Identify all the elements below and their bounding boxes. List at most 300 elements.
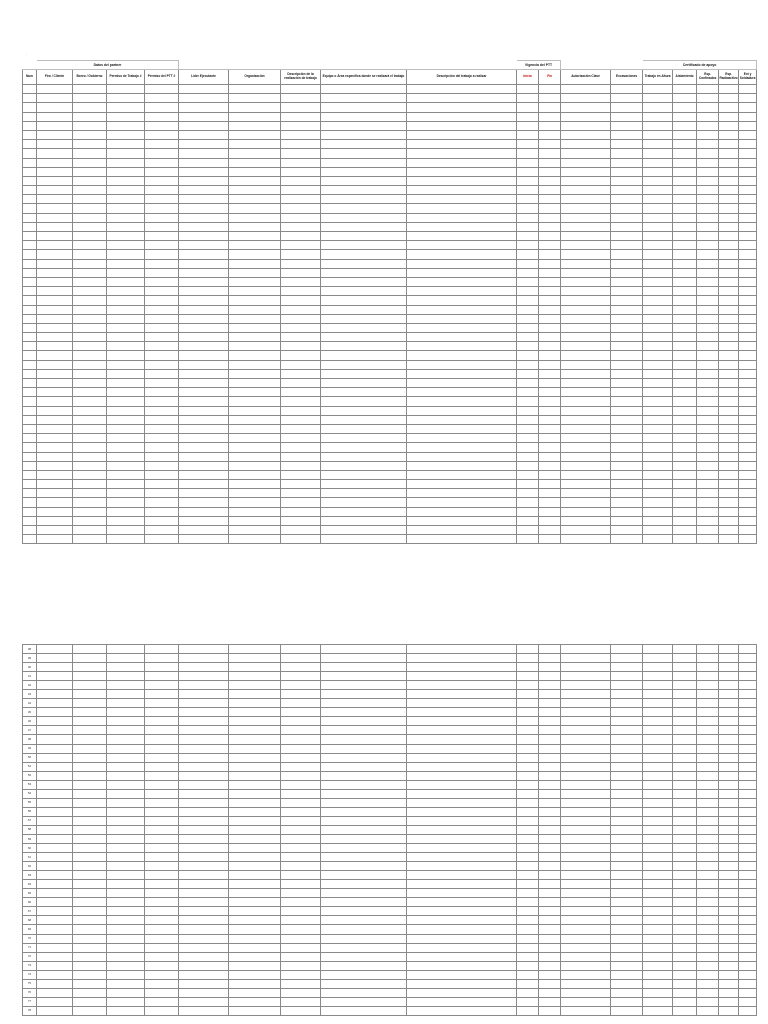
table-cell bbox=[37, 351, 73, 360]
table-cell bbox=[145, 167, 179, 176]
column-header: Ext y Soldadura bbox=[739, 70, 757, 85]
table-cell bbox=[739, 961, 757, 970]
table-row bbox=[23, 907, 757, 916]
table-cell bbox=[107, 351, 145, 360]
table-cell bbox=[697, 952, 719, 961]
table-cell bbox=[407, 762, 517, 771]
table-cell bbox=[107, 535, 145, 544]
table-cell bbox=[107, 663, 145, 672]
table-cell bbox=[37, 342, 73, 351]
table-cell bbox=[673, 726, 697, 735]
table-cell bbox=[643, 342, 673, 351]
table-cell bbox=[697, 406, 719, 415]
table-cell bbox=[179, 898, 229, 907]
table-cell bbox=[229, 158, 281, 167]
table-cell bbox=[407, 979, 517, 988]
table-cell bbox=[107, 323, 145, 332]
table-cell bbox=[697, 452, 719, 461]
table-cell bbox=[23, 241, 37, 250]
table-cell bbox=[321, 314, 407, 323]
table-cell bbox=[229, 259, 281, 268]
table-cell bbox=[673, 158, 697, 167]
table-cell bbox=[719, 526, 739, 535]
table-cell bbox=[179, 1006, 229, 1015]
table-cell bbox=[321, 241, 407, 250]
table-cell bbox=[611, 1006, 643, 1015]
table-cell bbox=[407, 277, 517, 286]
table-cell bbox=[697, 526, 719, 535]
table-cell bbox=[229, 880, 281, 889]
table-cell bbox=[281, 645, 321, 654]
table-cell bbox=[281, 379, 321, 388]
table-cell bbox=[145, 789, 179, 798]
table-cell bbox=[673, 323, 697, 332]
table-cell bbox=[739, 699, 757, 708]
table-cell bbox=[673, 406, 697, 415]
table-cell bbox=[281, 443, 321, 452]
table-cell bbox=[739, 489, 757, 498]
table-cell bbox=[407, 898, 517, 907]
table-cell bbox=[611, 663, 643, 672]
table-cell bbox=[643, 807, 673, 816]
table-cell bbox=[229, 871, 281, 880]
table-cell bbox=[73, 735, 107, 744]
table-cell bbox=[539, 186, 561, 195]
table-row bbox=[23, 149, 757, 158]
table-cell bbox=[673, 305, 697, 314]
table-cell bbox=[611, 186, 643, 195]
table-row bbox=[23, 717, 757, 726]
table-cell bbox=[281, 880, 321, 889]
table-cell bbox=[697, 241, 719, 250]
table-cell bbox=[145, 862, 179, 871]
table-cell bbox=[73, 342, 107, 351]
table-cell bbox=[145, 333, 179, 342]
table-cell bbox=[321, 489, 407, 498]
table-cell bbox=[673, 844, 697, 853]
table-cell bbox=[539, 988, 561, 997]
table-cell bbox=[611, 898, 643, 907]
row-number: 53 bbox=[23, 780, 37, 789]
table-cell bbox=[673, 140, 697, 149]
table-cell bbox=[145, 369, 179, 378]
table-cell bbox=[107, 771, 145, 780]
table-cell bbox=[611, 379, 643, 388]
table-cell bbox=[37, 397, 73, 406]
table-cell bbox=[179, 771, 229, 780]
table-cell bbox=[179, 690, 229, 699]
table-cell bbox=[673, 952, 697, 961]
table-cell bbox=[719, 140, 739, 149]
table-cell bbox=[407, 925, 517, 934]
table-cell bbox=[145, 452, 179, 461]
table-cell bbox=[281, 862, 321, 871]
table-cell bbox=[719, 934, 739, 943]
table-cell bbox=[539, 1006, 561, 1015]
table-cell bbox=[107, 690, 145, 699]
table-cell bbox=[561, 961, 611, 970]
table-cell bbox=[37, 204, 73, 213]
table-cell bbox=[23, 489, 37, 498]
table-cell bbox=[145, 535, 179, 544]
table-cell bbox=[179, 470, 229, 479]
table-cell bbox=[517, 789, 539, 798]
table-cell bbox=[673, 654, 697, 663]
table-cell bbox=[281, 771, 321, 780]
table-cell bbox=[407, 889, 517, 898]
table-row bbox=[23, 526, 757, 535]
row-number: 38 bbox=[23, 645, 37, 654]
table-cell bbox=[739, 898, 757, 907]
table-cell bbox=[517, 663, 539, 672]
table-cell bbox=[643, 186, 673, 195]
table-cell bbox=[37, 259, 73, 268]
table-cell bbox=[281, 789, 321, 798]
table-cell bbox=[407, 213, 517, 222]
table-cell bbox=[643, 112, 673, 121]
table-cell bbox=[179, 862, 229, 871]
table-cell bbox=[321, 342, 407, 351]
table-cell bbox=[179, 516, 229, 525]
table-cell bbox=[179, 480, 229, 489]
table-cell bbox=[229, 167, 281, 176]
table-cell bbox=[697, 771, 719, 780]
table-cell bbox=[643, 943, 673, 952]
table-cell bbox=[611, 434, 643, 443]
table-cell bbox=[719, 443, 739, 452]
table-cell bbox=[321, 862, 407, 871]
table-cell bbox=[321, 943, 407, 952]
column-header: Permiso del PTT # bbox=[145, 70, 179, 85]
table-cell bbox=[561, 369, 611, 378]
table-cell bbox=[517, 268, 539, 277]
table-cell bbox=[697, 360, 719, 369]
table-cell bbox=[107, 94, 145, 103]
table-cell bbox=[73, 726, 107, 735]
table-cell bbox=[561, 753, 611, 762]
table-cell bbox=[561, 195, 611, 204]
table-cell bbox=[673, 397, 697, 406]
table-cell bbox=[539, 825, 561, 834]
column-header: Equipo o Área específica donde se realizará el trabajo bbox=[321, 70, 407, 85]
table-cell bbox=[739, 415, 757, 424]
table-cell bbox=[23, 277, 37, 286]
table-row bbox=[23, 351, 757, 360]
table-body bbox=[23, 85, 757, 544]
table-cell bbox=[673, 672, 697, 681]
table-cell bbox=[37, 434, 73, 443]
table-cell bbox=[73, 925, 107, 934]
table-cell bbox=[561, 526, 611, 535]
table-cell bbox=[73, 434, 107, 443]
table-cell bbox=[107, 241, 145, 250]
table-row bbox=[23, 952, 757, 961]
table-cell bbox=[73, 1006, 107, 1015]
table-row bbox=[23, 898, 757, 907]
table-cell bbox=[643, 480, 673, 489]
table-cell bbox=[37, 195, 73, 204]
table-cell bbox=[611, 988, 643, 997]
table-cell bbox=[321, 816, 407, 825]
table-cell bbox=[179, 360, 229, 369]
table-cell bbox=[517, 916, 539, 925]
table-cell bbox=[611, 323, 643, 332]
table-cell bbox=[107, 186, 145, 195]
table-cell bbox=[643, 305, 673, 314]
table-cell bbox=[697, 889, 719, 898]
table-cell bbox=[643, 424, 673, 433]
table-cell bbox=[611, 415, 643, 424]
table-cell bbox=[145, 379, 179, 388]
table-cell bbox=[697, 997, 719, 1006]
table-cell bbox=[37, 735, 73, 744]
table-cell bbox=[179, 498, 229, 507]
table-cell bbox=[539, 889, 561, 898]
table-cell bbox=[321, 844, 407, 853]
row-number: 66 bbox=[23, 898, 37, 907]
table-cell bbox=[281, 889, 321, 898]
table-cell bbox=[73, 961, 107, 970]
table-cell bbox=[179, 277, 229, 286]
table-cell bbox=[539, 780, 561, 789]
table-cell bbox=[107, 516, 145, 525]
table-cell bbox=[179, 296, 229, 305]
table-cell bbox=[697, 708, 719, 717]
table-cell bbox=[719, 121, 739, 130]
table-cell bbox=[539, 204, 561, 213]
table-cell bbox=[697, 961, 719, 970]
table-cell bbox=[107, 397, 145, 406]
table-cell bbox=[107, 167, 145, 176]
table-cell bbox=[697, 654, 719, 663]
table-cell bbox=[611, 516, 643, 525]
table-cell bbox=[73, 871, 107, 880]
table-cell bbox=[407, 489, 517, 498]
table-row bbox=[23, 103, 757, 112]
table-cell bbox=[739, 654, 757, 663]
table-cell bbox=[321, 907, 407, 916]
table-cell bbox=[643, 970, 673, 979]
table-row bbox=[23, 424, 757, 433]
table-cell bbox=[145, 690, 179, 699]
table-cell bbox=[739, 287, 757, 296]
table-cell bbox=[739, 232, 757, 241]
table-cell bbox=[739, 916, 757, 925]
table-cell bbox=[321, 681, 407, 690]
table-cell bbox=[37, 333, 73, 342]
table-cell bbox=[673, 241, 697, 250]
table-row bbox=[23, 862, 757, 871]
table-cell bbox=[107, 443, 145, 452]
table-cell bbox=[561, 268, 611, 277]
table-cell bbox=[107, 259, 145, 268]
table-cell bbox=[539, 149, 561, 158]
table-cell bbox=[539, 333, 561, 342]
table-cell bbox=[407, 535, 517, 544]
table-cell bbox=[321, 880, 407, 889]
table-cell bbox=[73, 167, 107, 176]
column-header: Esp. Radioactivo bbox=[719, 70, 739, 85]
table-cell bbox=[37, 360, 73, 369]
table-cell bbox=[73, 195, 107, 204]
table-cell bbox=[407, 753, 517, 762]
table-row bbox=[23, 699, 757, 708]
table-cell bbox=[37, 699, 73, 708]
table-cell bbox=[561, 149, 611, 158]
table-cell bbox=[673, 862, 697, 871]
table-row bbox=[23, 130, 757, 139]
table-cell bbox=[539, 699, 561, 708]
table-row bbox=[23, 296, 757, 305]
table-cell bbox=[107, 744, 145, 753]
table-cell bbox=[539, 94, 561, 103]
column-header: Fin bbox=[539, 70, 561, 85]
table-cell bbox=[145, 645, 179, 654]
table-cell bbox=[407, 844, 517, 853]
table-cell bbox=[37, 798, 73, 807]
group-certificado-apoyo: Certificado de apoyo bbox=[643, 61, 757, 70]
row-number: 58 bbox=[23, 825, 37, 834]
table-cell bbox=[719, 943, 739, 952]
table-cell bbox=[673, 250, 697, 259]
table-cell bbox=[107, 360, 145, 369]
table-row bbox=[23, 287, 757, 296]
table-cell bbox=[561, 222, 611, 231]
table-cell bbox=[561, 314, 611, 323]
row-number: 59 bbox=[23, 834, 37, 843]
table-cell bbox=[561, 880, 611, 889]
table-cell bbox=[561, 121, 611, 130]
table-cell bbox=[611, 204, 643, 213]
table-cell bbox=[561, 397, 611, 406]
table-cell bbox=[697, 186, 719, 195]
table-row bbox=[23, 663, 757, 672]
table-cell bbox=[179, 916, 229, 925]
table-cell bbox=[229, 176, 281, 185]
table-cell bbox=[697, 204, 719, 213]
table-cell bbox=[697, 94, 719, 103]
table-cell bbox=[561, 681, 611, 690]
table-cell bbox=[517, 898, 539, 907]
table-cell bbox=[23, 397, 37, 406]
table-row bbox=[23, 753, 757, 762]
table-cell bbox=[719, 434, 739, 443]
table-cell bbox=[229, 516, 281, 525]
table-cell bbox=[673, 213, 697, 222]
table-cell bbox=[145, 844, 179, 853]
table-cell bbox=[561, 780, 611, 789]
table-cell bbox=[643, 103, 673, 112]
table-cell bbox=[739, 807, 757, 816]
table-cell bbox=[673, 681, 697, 690]
table-cell bbox=[145, 979, 179, 988]
table-cell bbox=[561, 853, 611, 862]
table-cell bbox=[229, 934, 281, 943]
table-cell bbox=[407, 149, 517, 158]
table-cell bbox=[739, 112, 757, 121]
table-cell bbox=[73, 681, 107, 690]
table-cell bbox=[561, 934, 611, 943]
table-cell bbox=[611, 452, 643, 461]
table-cell bbox=[321, 526, 407, 535]
table-cell bbox=[23, 526, 37, 535]
table-cell bbox=[739, 296, 757, 305]
table-cell bbox=[23, 112, 37, 121]
table-cell bbox=[539, 85, 561, 94]
table-cell bbox=[719, 871, 739, 880]
table-cell bbox=[561, 167, 611, 176]
table-cell bbox=[107, 726, 145, 735]
table-cell bbox=[517, 862, 539, 871]
table-cell bbox=[719, 654, 739, 663]
table-cell bbox=[229, 825, 281, 834]
table-cell bbox=[407, 862, 517, 871]
table-cell bbox=[407, 351, 517, 360]
table-cell bbox=[407, 94, 517, 103]
table-cell bbox=[321, 970, 407, 979]
table-cell bbox=[179, 880, 229, 889]
table-cell bbox=[73, 461, 107, 470]
table-cell bbox=[719, 489, 739, 498]
table-cell bbox=[611, 498, 643, 507]
table-cell bbox=[539, 726, 561, 735]
table-cell bbox=[719, 988, 739, 997]
table-cell bbox=[145, 834, 179, 843]
table-cell bbox=[107, 277, 145, 286]
table-cell bbox=[517, 925, 539, 934]
table-cell bbox=[73, 388, 107, 397]
table-cell bbox=[697, 943, 719, 952]
table-cell bbox=[321, 388, 407, 397]
table-cell bbox=[611, 369, 643, 378]
table-cell bbox=[719, 379, 739, 388]
table-cell bbox=[739, 825, 757, 834]
table-cell bbox=[517, 434, 539, 443]
table-cell bbox=[719, 816, 739, 825]
table-cell bbox=[407, 907, 517, 916]
table-cell bbox=[73, 268, 107, 277]
table-cell bbox=[539, 807, 561, 816]
table-cell bbox=[561, 351, 611, 360]
table-cell bbox=[561, 112, 611, 121]
table-cell bbox=[517, 744, 539, 753]
table-cell bbox=[37, 222, 73, 231]
table-cell bbox=[37, 121, 73, 130]
table-cell bbox=[229, 526, 281, 535]
table-cell bbox=[611, 461, 643, 470]
table-row bbox=[23, 798, 757, 807]
table-cell bbox=[407, 369, 517, 378]
table-cell bbox=[697, 898, 719, 907]
table-cell bbox=[229, 213, 281, 222]
table-cell bbox=[281, 952, 321, 961]
table-cell bbox=[517, 907, 539, 916]
table-cell bbox=[37, 516, 73, 525]
table-cell bbox=[321, 979, 407, 988]
table-cell bbox=[517, 360, 539, 369]
table-cell bbox=[697, 351, 719, 360]
table-cell bbox=[517, 871, 539, 880]
table-cell bbox=[73, 825, 107, 834]
table-cell bbox=[145, 259, 179, 268]
table-cell bbox=[321, 103, 407, 112]
table-row bbox=[23, 268, 757, 277]
table-cell bbox=[719, 762, 739, 771]
table-cell bbox=[407, 259, 517, 268]
table-cell bbox=[719, 232, 739, 241]
table-cell bbox=[23, 232, 37, 241]
table-cell bbox=[37, 158, 73, 167]
